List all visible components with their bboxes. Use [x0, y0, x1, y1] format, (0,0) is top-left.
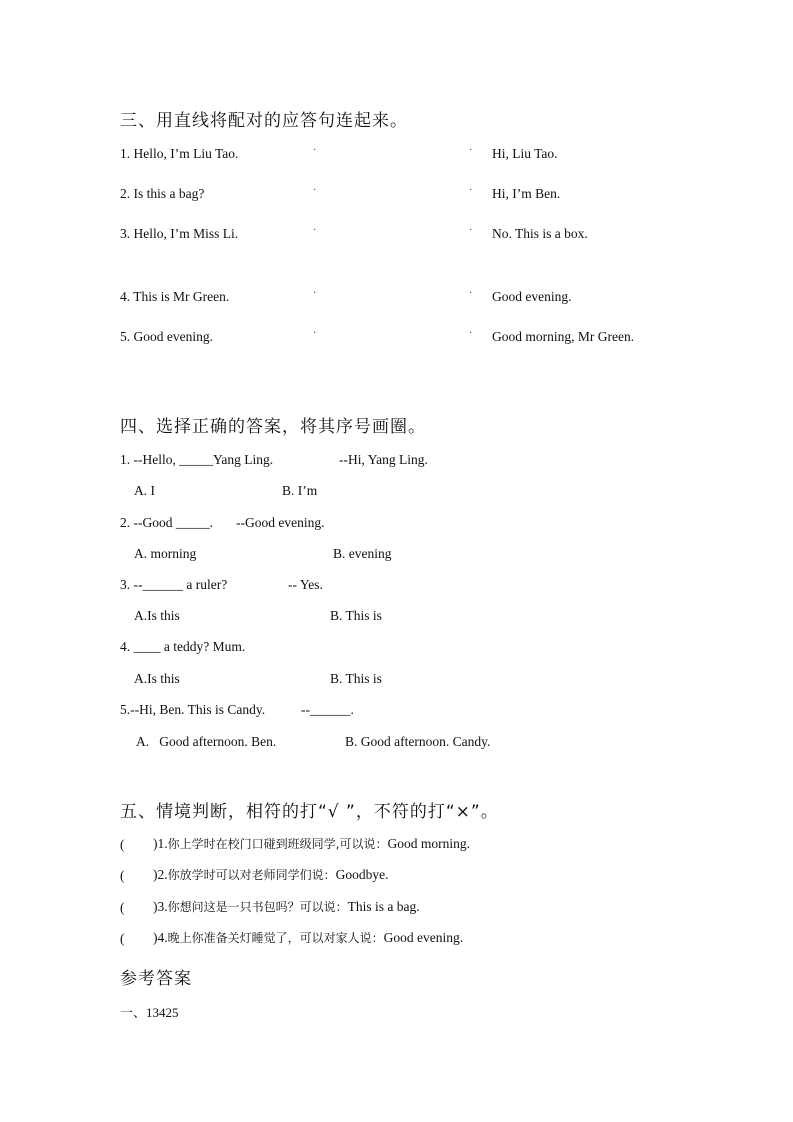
question-4: 4. ____ a teddy? Mum.	[120, 639, 246, 654]
match-dot-right-3[interactable]: ·	[469, 225, 473, 236]
judge-3-open-paren[interactable]: (	[120, 900, 125, 915]
judge-2-chinese: 你放学时可以对老师同学们说：	[167, 868, 336, 882]
question-4-option-a[interactable]: A.Is this	[134, 671, 180, 686]
match-right-2: Hi, I’m Ben.	[492, 186, 561, 201]
match-dot-left-3[interactable]: ·	[313, 225, 317, 236]
match-right-4: Good evening.	[492, 289, 572, 304]
judge-2-english: Goodbye.	[335, 867, 389, 882]
judge-2-number: )2.	[153, 867, 168, 882]
question-4-option-b[interactable]: B. This is	[330, 671, 382, 686]
question-1-option-b[interactable]: B. I’m	[282, 483, 318, 498]
match-dot-left-2[interactable]: ·	[313, 185, 317, 196]
match-dot-right-4[interactable]: ·	[469, 288, 473, 299]
question-2-reply: --Good evening.	[236, 515, 325, 530]
question-2-option-b[interactable]: B. evening	[333, 546, 392, 561]
question-3-option-b[interactable]: B. This is	[330, 608, 382, 623]
judge-4-chinese: 晚上你准备关灯睡觉了，可以对家人说：	[167, 931, 384, 945]
question-2: 2. --Good _____.	[120, 515, 213, 530]
judge-1-open-paren[interactable]: (	[120, 837, 125, 852]
judge-3-chinese: 你想问这是一只书包吗？可以说：	[167, 900, 348, 914]
judge-item-2	[153, 866, 389, 884]
match-dot-left-5[interactable]: ·	[313, 328, 317, 339]
question-1-reply: --Hi, Yang Ling.	[339, 452, 428, 467]
match-right-5: Good morning, Mr Green.	[492, 329, 635, 344]
question-5-option-a[interactable]: A. Good afternoon. Ben.	[136, 734, 277, 749]
match-left-4: 4. This is Mr Green.	[120, 289, 230, 304]
match-left-1: 1. Hello, I’m Liu Tao.	[120, 146, 239, 161]
judge-1-english: Good morning.	[387, 836, 470, 851]
match-dot-right-2[interactable]: ·	[469, 185, 473, 196]
question-3: 3. --______ a ruler?	[120, 577, 228, 592]
judge-3-number: )3.	[153, 899, 168, 914]
match-left-3: 3. Hello, I’m Miss Li.	[120, 226, 239, 241]
judge-item-1	[153, 835, 470, 853]
match-left-5: 5. Good evening.	[120, 329, 213, 344]
match-dot-right-5[interactable]: ·	[469, 328, 473, 339]
section3-heading: 三、用直线将配对的应答句连起来。	[120, 111, 408, 131]
judge-1-chinese: 你上学时在校门口碰到班级同学,可以说：	[167, 837, 388, 851]
question-5-reply: --______.	[301, 702, 354, 717]
judge-4-open-paren[interactable]: (	[120, 931, 125, 946]
question-3-option-a[interactable]: A.Is this	[134, 608, 180, 623]
judge-1-number: )1.	[153, 836, 168, 851]
answers-line-1: 一、13425	[120, 1005, 179, 1020]
question-3-reply: -- Yes.	[288, 577, 323, 592]
question-1-option-a[interactable]: A. I	[134, 483, 155, 498]
judge-2-open-paren[interactable]: (	[120, 868, 125, 883]
question-5-option-b[interactable]: B. Good afternoon. Candy.	[345, 734, 491, 749]
match-left-2: 2. Is this a bag?	[120, 186, 205, 201]
match-right-1: Hi, Liu Tao.	[492, 146, 558, 161]
judge-4-number: )4.	[153, 930, 168, 945]
judge-item-3	[153, 898, 420, 916]
section4-heading: 四、选择正确的答案，将其序号画圈。	[120, 417, 426, 437]
judge-3-english: This is a bag.	[347, 899, 420, 914]
match-dot-left-4[interactable]: ·	[313, 288, 317, 299]
judge-item-4	[153, 929, 463, 947]
answers-heading: 参考答案	[120, 969, 192, 989]
question-1: 1. --Hello, _____Yang Ling.	[120, 452, 274, 467]
section5-heading: 五、情境判断，相符的打“√ ”，不符的打“×”。	[120, 802, 499, 822]
match-dot-right-1[interactable]: ·	[469, 145, 473, 156]
match-right-3: No. This is a box.	[492, 226, 588, 241]
question-5: 5.--Hi, Ben. This is Candy.	[120, 702, 266, 717]
judge-4-english: Good evening.	[383, 930, 464, 945]
match-dot-left-1[interactable]: ·	[313, 145, 317, 156]
question-2-option-a[interactable]: A. morning	[134, 546, 197, 561]
